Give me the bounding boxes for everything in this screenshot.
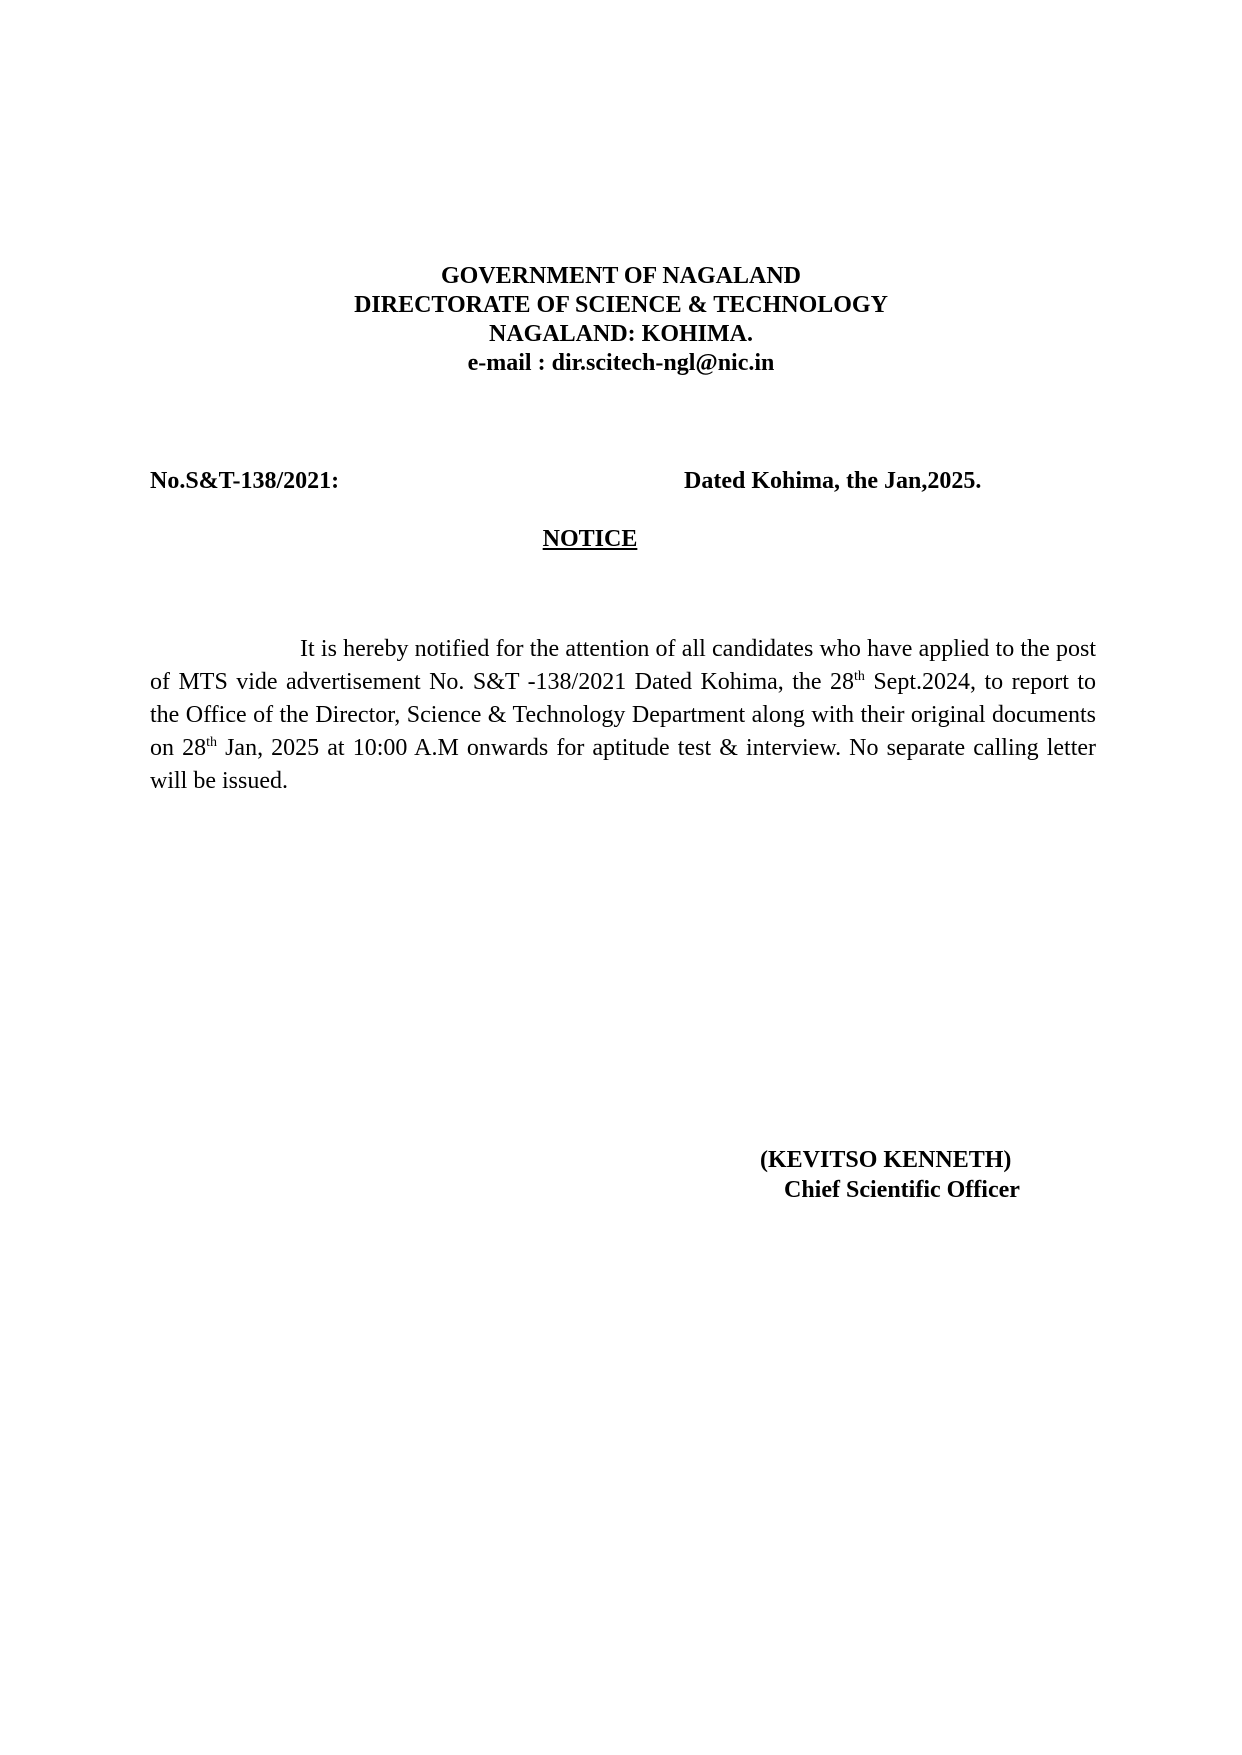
notice-text-part1: It is hereby notified for the attention of all candidates who have applied to the post of MTS vide advertisement No. S&T -138/2021 Dated Kohima, the 28 [150,636,1096,695]
ordinal-suffix-1: th [853,669,865,684]
notice-text-part2: Sept.2024, to report to the Office of the Director, Science & Technology Department along with their original documents on 28 [150,669,1096,761]
letterhead-email: e-mail : dir.scitech-ngl@nic.in [467,350,775,376]
letterhead-government: GOVERNMENT OF NAGALAND [440,263,801,289]
dated-line: Dated Kohima, the Jan,2025. [684,468,982,494]
signatory-designation: Chief Scientific Officer [784,1177,1020,1203]
ordinal-suffix-2: th [206,735,217,750]
letterhead-location: NAGALAND: KOHIMA. [489,321,753,347]
notice-paragraph [150,633,1096,798]
reference-number: No.S&T-138/2021: [150,468,340,494]
notice-text-part3: Jan, 2025 at 10:00 A.M onwards for aptitude test & interview. No separate calling letter will be issued. [150,735,1097,794]
notice-body [150,633,1096,798]
notice-title: NOTICE [542,526,638,552]
letterhead [0,262,1242,378]
signatory-name: (KEVITSO KENNETH) [760,1147,1012,1173]
letterhead-directorate: DIRECTORATE OF SCIENCE & TECHNOLOGY [354,292,888,318]
signature-block [760,1145,1020,1205]
